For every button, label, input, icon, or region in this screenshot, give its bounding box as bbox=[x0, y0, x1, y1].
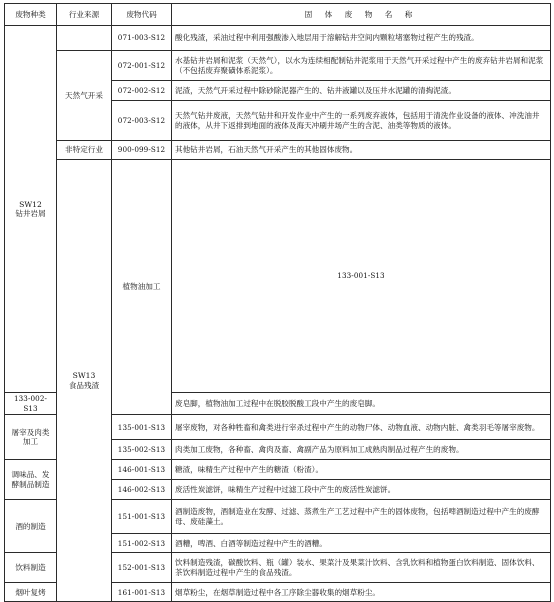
waste-code: 151-002-S13 bbox=[112, 534, 172, 553]
waste-code: 072-003-S12 bbox=[112, 101, 172, 141]
waste-code: 133-001-S13 bbox=[172, 160, 551, 393]
waste-code: 900-099-S12 bbox=[112, 141, 172, 160]
waste-description: 饮料制造残渣，碳酸饮料、瓶（罐）装水、果菜汁及果菜汁饮料、含乳饮料和植物蛋白饮料制造、固体饮料、茶饮料制造过程中产生的食品残渣。 bbox=[172, 553, 551, 583]
industry-cell: 饮料制造 bbox=[5, 553, 57, 583]
waste-code: 151-001-S13 bbox=[112, 500, 172, 534]
industry-cell: 屠宰及肉类加工 bbox=[5, 415, 57, 460]
waste-description: 糖渣，味精生产过程中产生的糖渣（粉渣）。 bbox=[172, 460, 551, 480]
industry-cell: 非特定行业 bbox=[57, 141, 112, 160]
industry-cell: 调味品、发酵制品制造 bbox=[5, 460, 57, 500]
category-name: 食品残渣 bbox=[68, 380, 100, 390]
waste-code: 146-001-S13 bbox=[112, 460, 172, 480]
waste-description: 泥渣，天然气开采过程中除砂除泥器产生的、钻井液罐以及压井水泥罐的清掏泥渣。 bbox=[172, 81, 551, 101]
waste-description: 烟草粉尘，在烟草制造过程中各工序除尘器收集的烟草粉尘。 bbox=[172, 583, 551, 602]
industry-cell: 天然气开采 bbox=[57, 51, 112, 141]
header-category: 废物种类 bbox=[5, 4, 57, 26]
table-header-row bbox=[5, 4, 551, 26]
waste-description: 酸化残渣，采油过程中利用强酸渗入地层用于溶解钻井空间内颗粒堵塞物过程产生的残渣。 bbox=[172, 26, 551, 51]
category-cell-sw13 bbox=[57, 160, 112, 602]
waste-code: 161-001-S13 bbox=[112, 583, 172, 602]
waste-table bbox=[4, 3, 551, 602]
industry-cell: 烟叶复烤 bbox=[5, 583, 57, 602]
waste-description: 废活性炭滤饼，味精生产过程中过滤工段中产生的废活性炭滤饼。 bbox=[172, 480, 551, 500]
industry-cell: 植物油加工 bbox=[112, 160, 172, 415]
header-description: 固 体 废 物 名 称 bbox=[172, 4, 551, 26]
waste-description: 废皂脚，植物油加工过程中在脱胶脱酸工段中产生的废皂脚。 bbox=[172, 393, 551, 415]
waste-description: 肉类加工废物，各种畜、禽肉及畜、禽副产品为原料加工成熟肉制品过程产生的废物。 bbox=[172, 440, 551, 460]
waste-description: 天然气钻井废液，天然气钻井和开发作业中产生的一系列废弃液体，包括用于清洗作业设备的液体、冲洗油井的液体，从井下返排到地面的液体及海天冲刷井场产生的含泥、油类等物质的液体。 bbox=[172, 101, 551, 141]
waste-code: 072-001-S12 bbox=[112, 51, 172, 81]
category-code: SW13 bbox=[72, 371, 96, 381]
waste-description: 酒糟，啤酒、白酒等制造过程中产生的酒糟。 bbox=[172, 534, 551, 553]
table-row bbox=[5, 26, 551, 51]
waste-code: 152-001-S13 bbox=[112, 553, 172, 583]
waste-description: 屠宰废物，对各种牲畜和禽类进行宰杀过程中产生的动物尸体、动物血液、动物内脏、禽类羽毛等屠宰废物。 bbox=[172, 415, 551, 440]
waste-code: 071-003-S12 bbox=[112, 26, 172, 51]
table-row bbox=[5, 141, 551, 160]
waste-code: 135-001-S13 bbox=[112, 415, 172, 440]
category-cell-sw12 bbox=[5, 26, 57, 393]
waste-code: 146-002-S13 bbox=[112, 480, 172, 500]
waste-description: 其他钻井岩屑，石油天然气开采产生的其他固体废物。 bbox=[172, 141, 551, 160]
industry-cell-empty bbox=[57, 26, 112, 51]
table-row bbox=[5, 51, 551, 81]
waste-description: 酒制造废物，酒制造业在发酵、过滤、蒸煮生产工艺过程中产生的固体废物，包括啤酒制造过程中产生的废酵母、废硅藻土。 bbox=[172, 500, 551, 534]
waste-code: 072-002-S12 bbox=[112, 81, 172, 101]
category-code: SW12 bbox=[19, 199, 42, 209]
waste-code: 133-002-S13 bbox=[5, 393, 57, 415]
waste-description: 水基钻井岩屑和泥浆（天然气），以水为连续相配制钻井泥浆用于天然气开采过程中产生的废弃钻井岩屑和泥浆（不包括废弃聚磺体系泥浆）。 bbox=[172, 51, 551, 81]
waste-code: 135-002-S13 bbox=[112, 440, 172, 460]
industry-cell: 酒的制造 bbox=[5, 500, 57, 553]
header-industry: 行业来源 bbox=[57, 4, 112, 26]
category-name: 钻井岩屑 bbox=[15, 209, 46, 219]
header-code: 废物代码 bbox=[112, 4, 172, 26]
table-row bbox=[5, 160, 551, 393]
